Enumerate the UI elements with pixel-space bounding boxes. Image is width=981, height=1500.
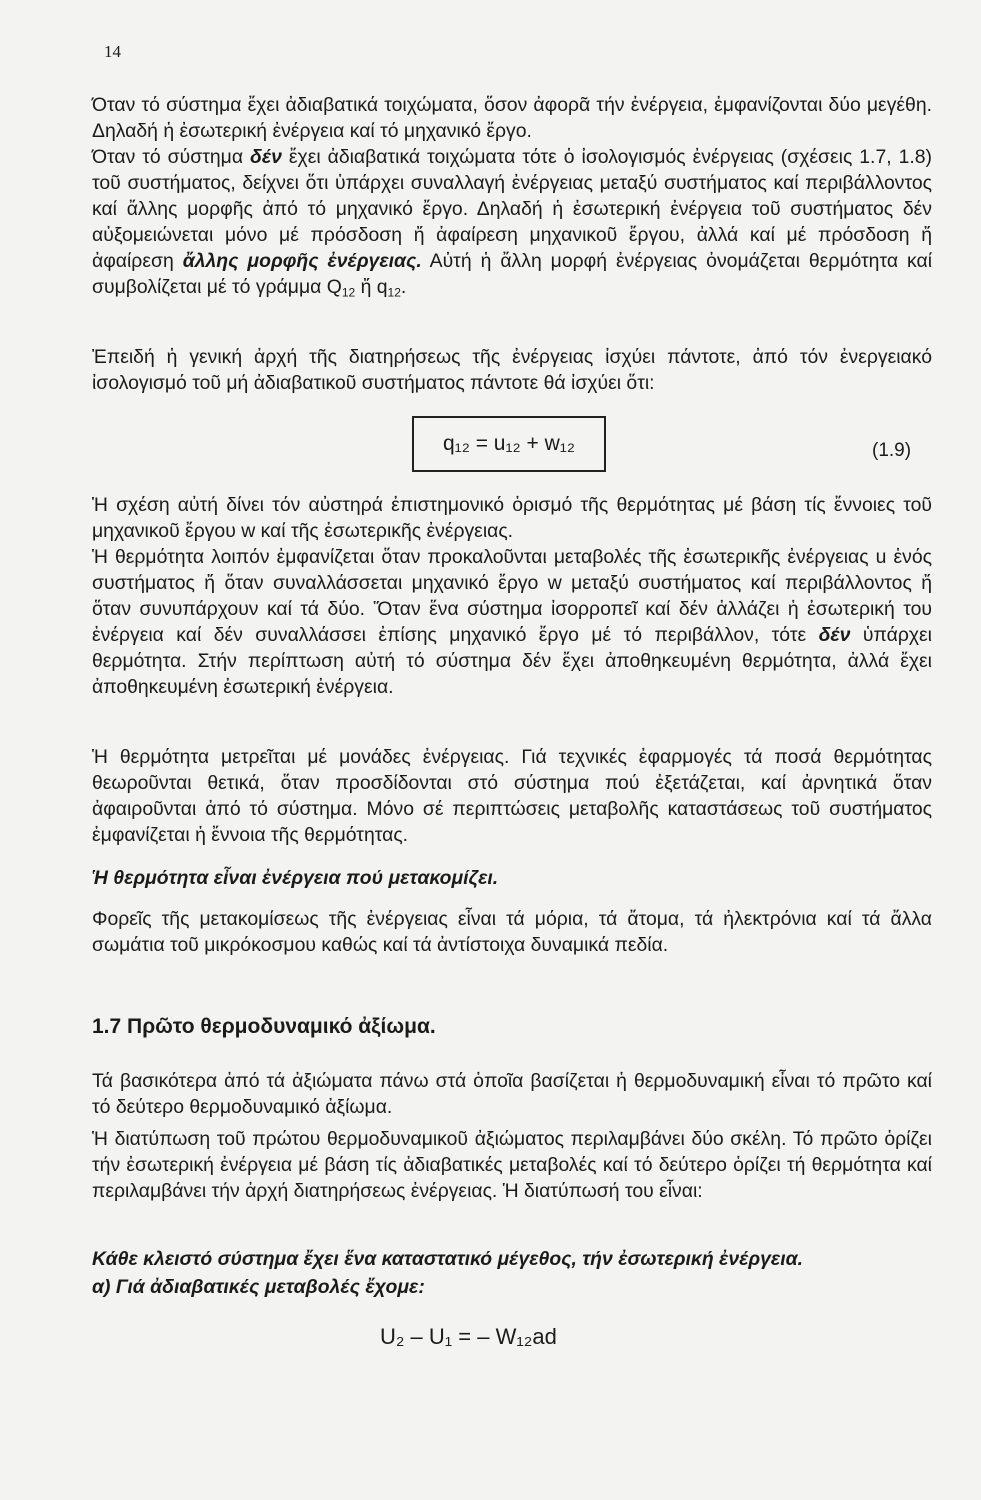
text: Αὐτή ἡ ἄλλη μορφή ἐνέργειας ὀνομάζεται θερμότητα καί συμβολίζεται μέ τό γράμμα bbox=[92, 250, 933, 298]
subscript: 12 bbox=[387, 285, 401, 300]
paragraph-axioms: Τά βασικότερα ἀπό τά ἀξιώματα πάνω στά ὁποῖα βασίζεται ἡ θερμοδυναμική εἶναι τό πρῶτο καί τό δεύτερο θερμοδυναμικό ἀξίωμα. bbox=[92, 1070, 932, 1118]
paragraph-first-law: Ἡ διατύπωση τοῦ πρώτου θερμοδυναμικοῦ ἀξιώματος περιλαμβάνει δύο σκέλη. Τό πρῶτο ὁρίζει τήν ἐσωτερική ἐνέργεια μέ βάση τίς ἀδιαβατικές μεταβολές καί τό δεύτερο ὁρίζει τή θερμότητα καί περιλαμβάνει τήν ἀρχή διατηρήσεως ἐνέργειας. Ἡ διατύπωσή του εἶναι: bbox=[92, 1128, 932, 1202]
section-heading: 1.7 Πρῶτο θερμοδυναμικό ἀξίωμα. bbox=[92, 1015, 436, 1038]
formula-heat-definition: q₁₂ = u₁₂ + w₁₂ bbox=[412, 416, 606, 472]
emphasis-den: δέν bbox=[818, 624, 851, 646]
text: ἔχει ἀδιαβατικά τοιχώματα τότε ὁ ἰσολογισμός ἐνέργειας (σχέσεις 1.7, 1.8) τοῦ συστήματος, δείχνει ὅτι ὑπάρχει συναλλαγή ἐνέργειας μεταξύ συστήματος καί περιβάλλοντος καί ἄλλης μορφῆς ἀπό τό μηχανικό ἔργο. Δηλαδή ἡ ἐσωτερική ἐνέργεια τοῦ συστήματος δέν αὐξομειώνεται μόνο μέ πρόσδοση ἤ ἀφαίρεση μηχανικοῦ ἔργου, ἀλλά καί μέ πρόσδοση ἤ ἀφαίρεση bbox=[92, 146, 932, 272]
statement-adiabatic-changes: α) Γιά ἀδιαβατικές μεταβολές ἔχομε: bbox=[92, 1276, 425, 1298]
text: Όταν τό σύστημα bbox=[92, 146, 251, 168]
symbol-Q: Q bbox=[326, 276, 342, 298]
text: . bbox=[400, 276, 407, 298]
paragraph-heat-definition: Ἡ σχέση αὐτή δίνει τόν αὐστηρά ἐπιστημονικό ὁρισμό τῆς θερμότητας μέ βάση τίς ἔννοιες τοῦ μηχανικοῦ ἔργου w καί τῆς ἐσωτερικῆς ἐνέργειας. bbox=[92, 494, 932, 542]
paragraph-conservation: Ἐπειδή ἡ γενική ἀρχή τῆς διατηρήσεως τῆς ἐνέργειας ἰσχύει πάντοτε, ἀπό τόν ἐνεργειακό ἰσολογισμό τοῦ μή ἀδιαβατικοῦ συστήματος πάντοτε θά ἰσχύει ὅτι: bbox=[92, 346, 932, 394]
emphasis-den: δέν bbox=[250, 146, 282, 168]
text: Ἡ θερμότητα λοιπόν ἐμφανίζεται ὅταν προκαλοῦνται μεταβολές τῆς ἐσωτερικῆς ἐνέργειας u ἑνός συστήματος ἤ ὅταν συναλλάσσεται μηχανικό ἔργο w μεταξύ συστήματος καί περιβάλλοντος ἤ ὅταν συνυπάρχουν καί τά δύο. Ὅταν ἕνα σύστημα ἰσορροπεῖ καί δέν ἀλλάζει ἡ ἐσωτερική του ἐνέργεια καί δέν συναλλάσσει ἐπίσης μηχανικό ἔργο μέ τό περιβάλλον, τότε bbox=[92, 546, 932, 646]
text: ἤ bbox=[355, 276, 377, 298]
subscript: 12 bbox=[341, 285, 356, 300]
statement-heat-is-energy: Ἡ θερμότητα εἶναι ἐνέργεια πού μετακομίζει. bbox=[92, 867, 499, 889]
paragraph-carriers: Φορεῖς τῆς μετακομίσεως τῆς ἐνέργειας εἶναι τά μόρια, τά ἄτομα, τά ἠλεκτρόνια καί τά ἄλλα σωμάτια τοῦ μικρόκοσμου καθώς καί τά ἀντίστοιχα δυναμικά πεδία. bbox=[92, 908, 932, 956]
paragraph-non-adiabatic bbox=[92, 144, 932, 300]
paragraph-heat-units: Ἡ θερμότητα μετρεῖται μέ μονάδες ἐνέργειας. Γιά τεχνικές ἐφαρμογές τά ποσά θερμότητας θεωροῦνται θετικά, ὅταν προσδίδονται στό σύστημα πού ἐξετάζεται, καί ἀρνητικά ὅταν ἀφαιροῦνται ἀπό τό σύστημα. Μόνο σέ περιπτώσεις μεταβολῆς καταστάσεως τοῦ συστήματος ἐμφανίζεται ἡ ἔννοια τῆς θερμότητας. bbox=[92, 746, 932, 846]
statement-closed-system: Κάθε κλειστό σύστημα ἔχει ἕνα καταστατικό μέγεθος, τήν ἐσωτερική ἐνέργεια. bbox=[92, 1248, 804, 1270]
paragraph-heat-appears bbox=[92, 544, 932, 700]
emphasis-other-energy: ἄλλης μορφῆς ἐνέργειας. bbox=[182, 250, 422, 272]
text: ὑπάρχει θερμότητα. Στήν περίπτωση αὐτή τό σύστημα δέν ἔχει ἀποθηκευμένη θερμότητα, ἀλλά ἔχει ἀποθηκευμένη ἐσωτερική ἐνέργεια. bbox=[92, 624, 932, 698]
equation-number: (1.9) bbox=[872, 440, 912, 461]
page-number: 14 bbox=[104, 42, 121, 61]
paragraph-adiabatic-walls: Όταν τό σύστημα ἔχει ἀδιαβατικά τοιχώματα, ὅσον ἀφορᾶ τήν ἐνέργεια, ἐμφανίζονται δύο μεγέθη. Δηλαδή ἡ ἐσωτερική ἐνέργεια καί τό μηχανικό ἔργο. bbox=[92, 94, 932, 142]
formula-first-law-adiabatic: U₂ – U₁ = – W₁₂ad bbox=[380, 1324, 557, 1349]
symbol-q: q bbox=[376, 276, 388, 298]
